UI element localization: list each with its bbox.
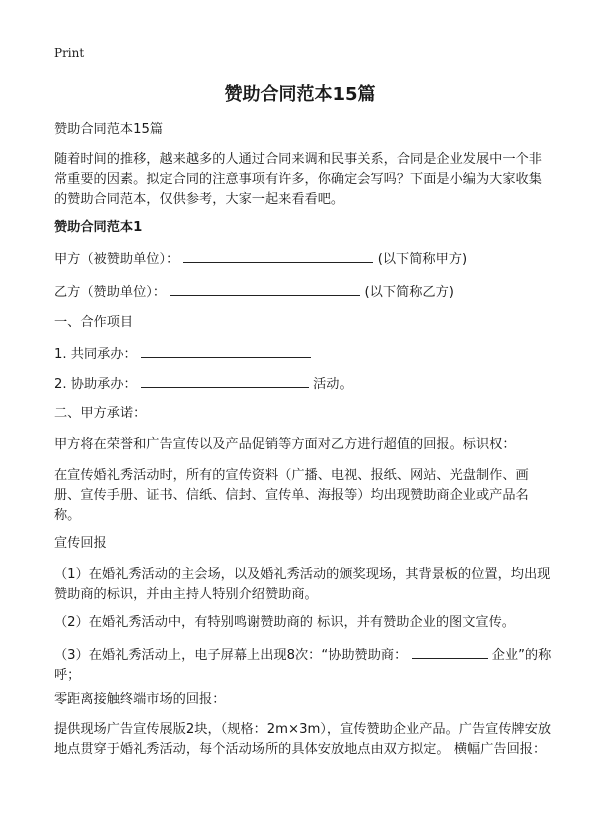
item1-1-label: 1. 共同承办： [54,347,137,362]
promo-3-blank [412,644,488,659]
item1-2-suffix: 活动。 [313,377,353,392]
section-heading: 赞助合同范本1 [54,220,143,235]
print-link[interactable]: Print [54,46,85,60]
document-title: 赞助合同范本15篇 [224,84,376,105]
party-b-label: 乙方（赞助单位）： [54,285,167,300]
item1-1-line [54,343,552,365]
party-a-suffix: (以下简称甲方) [377,252,468,267]
display-paragraph: 提供现场广告宣传展版2块，（规格：2m×3m），宣传赞助企业产品。广告宣传牌安放地点贯穿于婚礼秀活动，每个活动场所的具体安放地点由双方拟定。 横幅广告回报： [54,722,552,757]
terminal-heading: 零距离接触终端市场的回报： [54,692,226,707]
item1-1-blank [141,343,311,358]
rights-paragraph: 甲方将在荣誉和广告宣传以及产品促销等方面对乙方进行超值的回报。标识权： [54,437,516,452]
promo-3-suffix: 企业”的称呼； [54,648,552,683]
party-b-line [54,281,552,303]
promo-item-1: （1）在婚礼秀活动的主会场，以及婚礼秀活动的颁奖现场，其背景板的位置，均出现赞助商的标识，并由主持人特别介绍赞助商。 [54,567,551,602]
item1-2-line [54,373,552,395]
subtitle: 赞助合同范本15篇 [54,122,164,137]
party-a-blank [183,248,373,263]
intro-paragraph: 随着时间的推移，越来越多的人通过合同来调和民事关系，合同是企业发展中一个非常重要的因素。拟定合同的注意事项有许多，你确定会写吗？下面是小编为大家收集的赞助合同范本，仅供参考，大家一起来看看吧。 [54,152,542,207]
item1-heading: 一、合作项目 [54,315,134,330]
item1-2-label: 2. 协助承办： [54,377,137,392]
promo-item-3 [54,644,552,686]
party-b-blank [170,281,360,296]
item2-heading: 二、甲方承诺： [54,406,147,421]
promo-heading: 宣传回报 [54,536,107,551]
promo-item-2: （2）在婚礼秀活动中，有特别鸣谢赞助商的 标识，并有赞助企业的图文宣传。 [54,615,515,630]
promo-3-prefix: （3）在婚礼秀活动上，电子屏幕上出现8次：“协助赞助商： [54,648,408,663]
party-a-label: 甲方（被赞助单位）： [54,252,180,267]
party-b-suffix: (以下简称乙方) [364,285,454,300]
party-a-line [54,248,552,270]
materials-paragraph: 在宣传婚礼秀活动时，所有的宣传资料（广播、电视、报纸、网站、光盘制作、画册、宣传手册、证书、信纸、信封、宣传单、海报等）均出现赞助商企业或产品名称。 [54,468,529,523]
item1-2-blank [141,373,309,388]
